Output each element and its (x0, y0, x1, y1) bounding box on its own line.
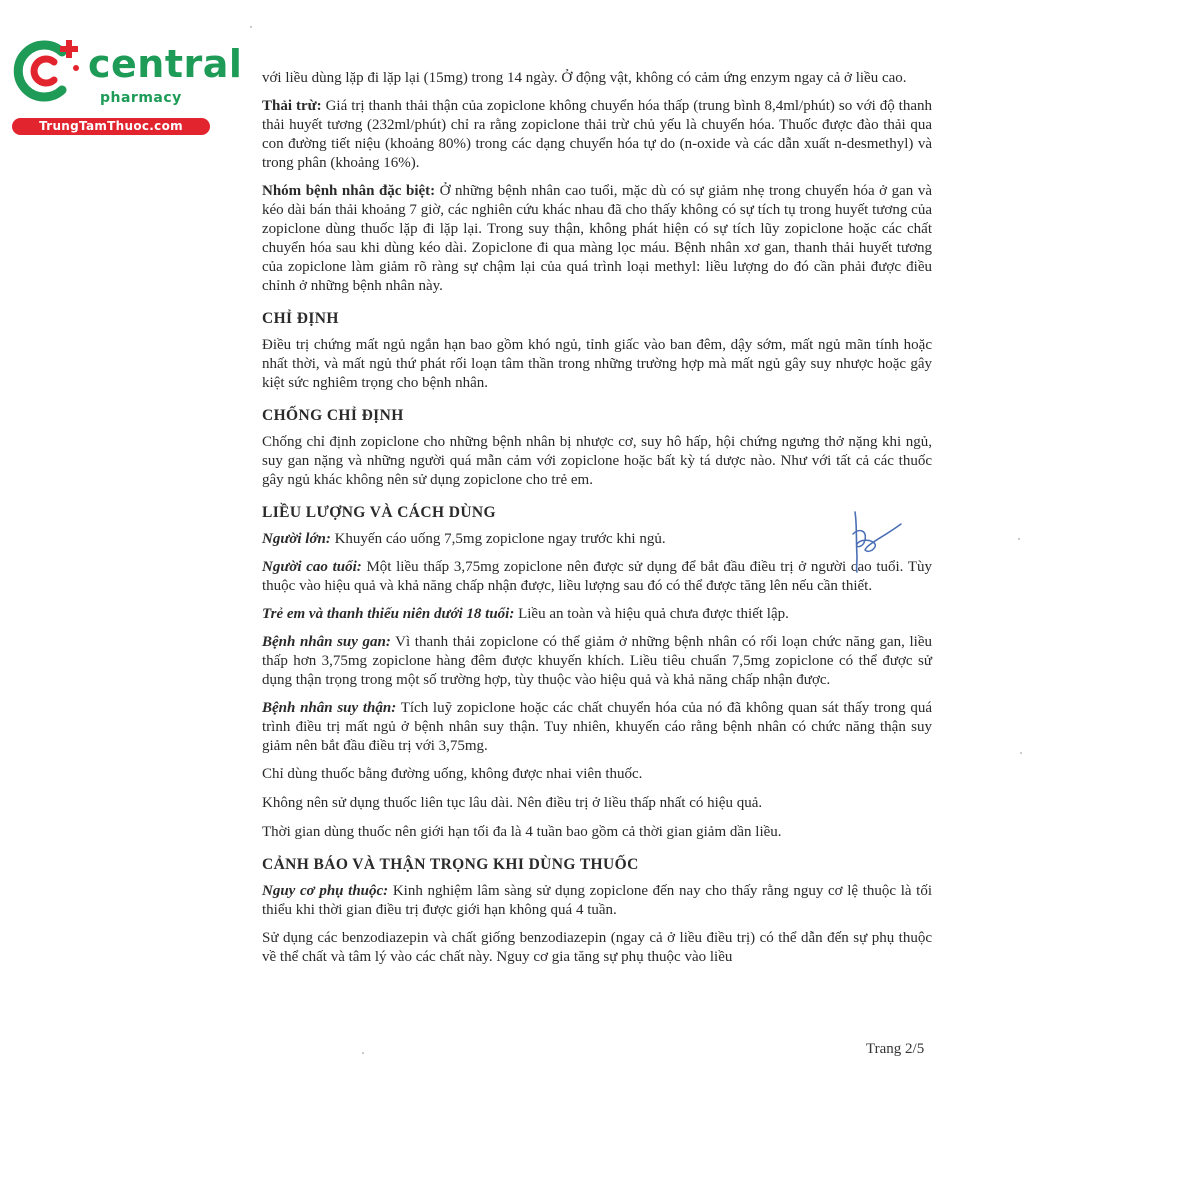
paragraph-label: Bệnh nhân suy thận: (262, 700, 397, 716)
central-pharmacy-logo[interactable] (10, 38, 243, 138)
paragraph-text: Khuyến cáo uống 7,5mg zopiclone ngay trước khi ngủ. (330, 531, 666, 547)
document-page (262, 69, 932, 976)
paragraph-label: Thải trừ: (262, 98, 322, 114)
paragraph-children (262, 605, 932, 624)
paragraph-text: Kinh nghiệm lâm sàng sử dụng zopiclone đến nay cho thấy rằng nguy cơ lệ thuộc là tối thiểu khi thời gian điều trị được giới hạn không quá 4 tuần. (262, 883, 933, 918)
paragraph-text: Liều an toàn và hiệu quả chưa được thiết lập. (514, 606, 789, 622)
heading-dosage: LIỀU LƯỢNG VÀ CÁCH DÙNG (262, 504, 496, 521)
logo-brand-name: central (88, 42, 243, 86)
paragraph-indications: Điều trị chứng mất ngủ ngắn hạn bao gồm khó ngủ, tỉnh giấc vào ban đêm, dậy sớm, mất ngủ mãn tính hoặc nhất thời, và mất ngủ thứ phát rối loạn tâm thần trong những trường hợp mà mất ngủ gây suy nhược hoặc gây kiệt sức nghiêm trọng cho bệnh nhân. (262, 337, 932, 391)
paragraph-duration: Thời gian dùng thuốc nên giới hạn tối đa là 4 tuần bao gồm cả thời gian giảm dần liều. (262, 824, 782, 840)
scan-speck (250, 26, 252, 28)
scan-speck (1018, 538, 1020, 540)
paragraph-contraindications: Chống chỉ định zopiclone cho những bệnh nhân bị nhược cơ, suy hô hấp, hội chứng ngưng thở nặng khi ngủ, suy gan nặng và những người quá mẫn cảm với zopiclone hoặc bất kỳ tá dược nào. Như với tất cả các thuốc gây ngủ khác không nên sử dụng zopiclone cho trẻ em. (262, 434, 932, 488)
paragraph-special-groups (262, 182, 932, 296)
paragraph-label: Trẻ em và thanh thiếu niên dưới 18 tuổi: (262, 606, 515, 622)
paragraph-elimination (262, 97, 932, 173)
paragraph-text: Vì thanh thải zopiclone có thể giảm ở những bệnh nhân có rối loạn chức năng gan, liều thấp hơn 3,75mg zopiclone hàng đêm được khuyến khích. Liều tiêu chuẩn 7,5mg zopiclone có thể được sử dụng thận trọng trong một số trường hợp, tùy thuộc vào hiệu quả và khả năng chấp nhận được. (262, 634, 932, 688)
paragraph-label: Người lớn: (262, 531, 331, 547)
paragraph-text: Giá trị thanh thải thận của zopiclone không chuyển hóa thấp (trung bình 8,4ml/phút) so với độ thanh thải huyết tương (232ml/phút) chỉ ra rằng zopiclone thải trừ chủ yếu là chuyển hóa. Thuốc được đào thải qua con đường tiết niệu (khoảng 80%) trong các dạng chuyển hóa tự do (n-oxide và các dẫn xuất n-desmethyl) và trong phân (khoảng 16%). (262, 98, 933, 171)
paragraph-dependence-risk (262, 882, 932, 920)
paragraph-text: Một liều thấp 3,75mg zopiclone nên được sử dụng để bắt đầu điều trị ở người cao tuổi. Tùy thuộc vào hiệu quả và khả năng chấp nhận được, liều lượng sau đó có thể được tăng lên nếu cần thiết. (262, 559, 932, 594)
page-number: Trang 2/5 (866, 1041, 925, 1057)
paragraph-elderly (262, 558, 932, 596)
scan-speck (362, 1052, 364, 1054)
signature-initial (845, 510, 905, 574)
heading-warnings: CẢNH BÁO VÀ THẬN TRỌNG KHI DÙNG THUỐC (262, 856, 639, 873)
logo-subtitle: pharmacy (100, 90, 182, 106)
paragraph-text: Ở những bệnh nhân cao tuổi, mặc dù có sự giảm nhẹ trong chuyển hóa ở gan và kéo dài bán thải khoảng 7 giờ, các nghiên cứu khác nhau đã cho thấy không có sự tích tụ trong huyết tương của zopiclone dùng thuốc lặp đi lặp lại. Trong suy thận, không phát hiện có sự tích lũy zopiclone hoặc các chất chuyển hóa sau khi dùng kéo dài. Zopiclone đi qua màng lọc máu. Bệnh nhân xơ gan, thanh thải huyết tương của zopiclone làm giảm rõ ràng sự chậm lại của quá trình loại methyl: liều lượng do đó cần phải được điều chỉnh ở những bệnh nhân này. (262, 183, 932, 294)
paragraph-oral-use: Chỉ dùng thuốc bằng đường uống, không được nhai viên thuốc. (262, 766, 643, 782)
paragraph-label: Người cao tuổi: (262, 559, 362, 575)
paragraph-text: Tích luỹ zopiclone hoặc các chất chuyển hóa của nó đã không quan sát thấy trong quá trình điều trị mất ngủ ở bệnh nhân suy thận. Tuy nhiên, khuyến cáo rằng bệnh nhân có chức năng thận suy giảm nên bắt đầu điều trị với 3,75mg. (262, 700, 932, 754)
paragraph-renal (262, 699, 932, 756)
paragraph-label: Bệnh nhân suy gan: (262, 634, 391, 650)
pharmacy-cross-icon (10, 38, 88, 104)
paragraph-label: Nguy cơ phụ thuộc: (262, 883, 389, 899)
heading-indications: CHỈ ĐỊNH (262, 310, 339, 327)
logo-website-link[interactable]: TrungTamThuoc.com (12, 118, 210, 135)
paragraph-benzodiazepine: Sử dụng các benzodiazepin và chất giống benzodiazepin (ngay cả ở liều điều trị) có thể dẫn đến sự phụ thuộc về thể chất và tâm lý vào các chất này. Nguy cơ gia tăng sự phụ thuộc vào liều (262, 930, 932, 965)
paragraph-label: Nhóm bệnh nhân đặc biệt: (262, 183, 436, 199)
heading-contraindications: CHỐNG CHỈ ĐỊNH (262, 407, 404, 424)
paragraph-long-term: Không nên sử dụng thuốc liên tục lâu dài. Nên điều trị ở liều thấp nhất có hiệu quả. (262, 795, 763, 811)
scan-speck (1020, 752, 1022, 754)
paragraph-hepatic (262, 633, 932, 690)
paragraph-continuation: với liều dùng lặp đi lặp lại (15mg) trong 14 ngày. Ở động vật, không có cảm ứng enzym ngay cả ở liều cao. (262, 70, 907, 86)
paragraph-adults (262, 530, 932, 549)
